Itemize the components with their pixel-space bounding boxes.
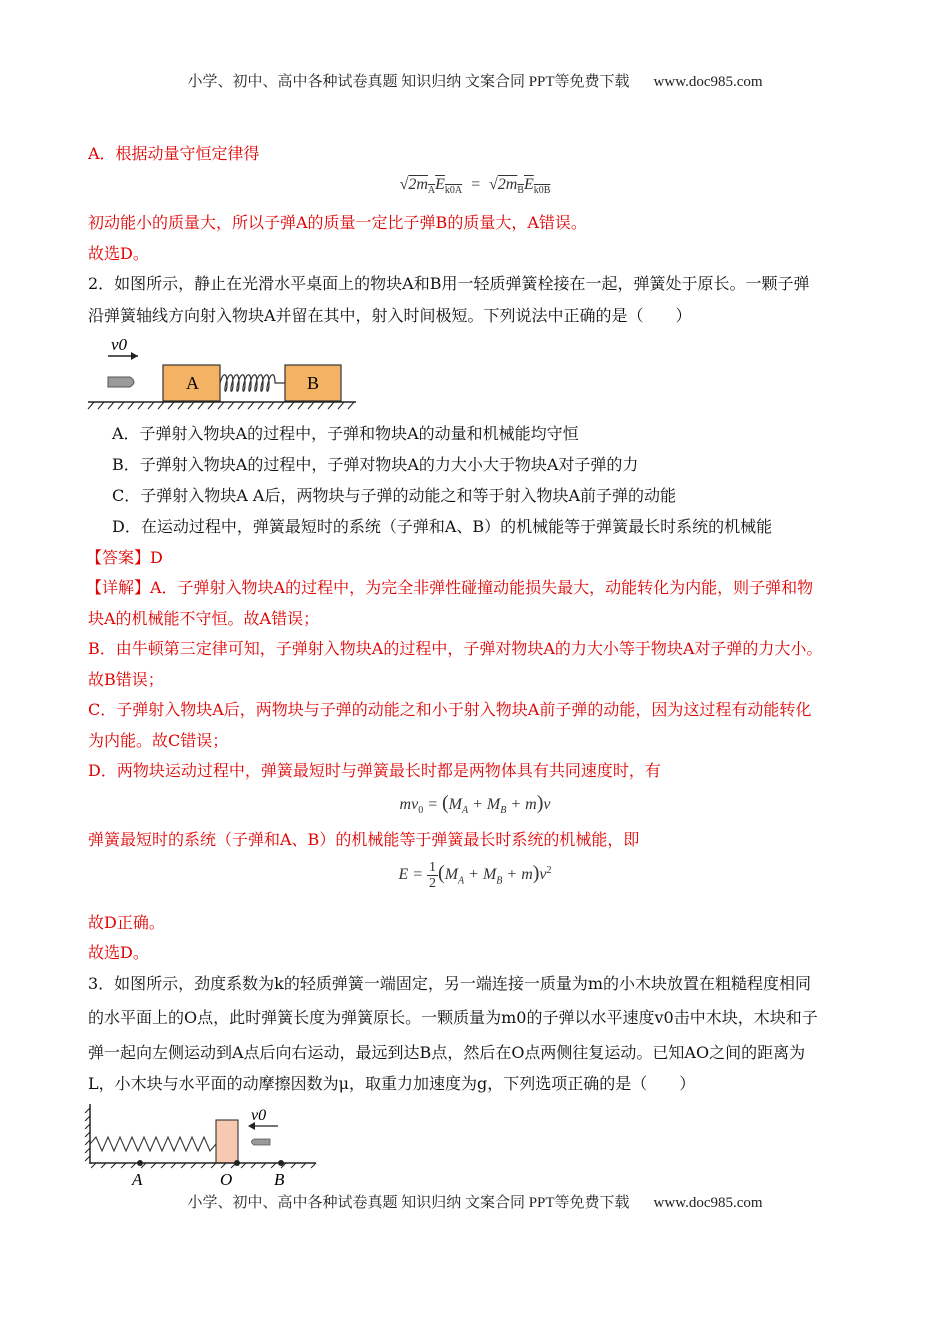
q2-option-a: A．子弹射入物块A的过程中，子弹和物块A的动量和机械能均守恒 [112,424,579,443]
q3-fig-velocity: v0 [251,1107,267,1124]
page-footer [0,1191,950,1212]
q3-point-o [234,1160,240,1166]
q1-choice: 故选D。 [88,244,149,263]
q3-figure [84,1102,324,1190]
q2-arrowhead [131,352,138,360]
q1-line-b: 初动能小的质量大，所以子弹A的质量一定比子弹B的质量大，A错误。 [88,213,587,232]
q2-explain-2: 块A的机械能不守恒。故A错误； [88,609,320,628]
q2-explain-5: C．子弹射入物块A后，两物块与子弹的动能之和小于射入物块A前子弹的动能，因为这过程有动能转化 [88,700,812,719]
q1-formula: $√2m_AE_{k0A} = √2m_BE_{k0B}$ [399,176,551,197]
q3-point-a [137,1160,143,1166]
q1-formula-rhs: $√2m_BE_{k0B}$ [488,176,551,197]
q2-explain-4: 故B错误； [88,670,164,689]
q2-formula-1: $mv_0 = (M_A + M_B + m)v$ [399,792,551,817]
page-header [0,70,950,91]
q2-formula-2: E = $\frac{1}{2}$ $(M_A + M_B + m)v^2$ [398,860,552,891]
q2-explain-1: 【详解】A．子弹射入物块A的过程中，为完全非弹性碰撞动能损失最大，动能转化为内能，则子弹和物 [86,578,814,597]
q3-label-o: O [220,1170,233,1189]
q2-option-d: D．在运动过程中，弹簧最短时的系统（子弹和A、B）的机械能等于弹簧最长时系统的机械能 [112,517,773,536]
q2-explain-3: B．由牛顿第三定律可知，子弹射入物块A的过程中，子弹对物块A的力大小等于物块A对子弹的力大小。 [88,639,823,658]
q2-explain-6: 为内能。故C错误； [88,731,229,750]
q2-explain-7: D．两物块运动过程中，弹簧最短时与弹簧最长时都是两物体具有共同速度时，有 [88,761,661,780]
q1-line-a: A．根据动量守恒定律得 [88,144,260,163]
footer-site[interactable]: www.doc985.com [653,1195,763,1211]
q2-block-b-label: B [307,373,320,393]
bullet-icon [252,1139,271,1145]
q3-stem-2: 的水平面上的O点，此时弹簧长度为弹簧原长。一颗质量为m0的子弹以水平速度v0击中木块，木块和子 [88,1008,818,1027]
q2-figure [86,332,358,412]
q2-stem-1: 2．如图所示，静止在光滑水平桌面上的物块A和B用一轻质弹簧栓接在一起，弹簧处于原长。一颗子弹 [88,274,810,293]
q2-stem-2: 沿弹簧轴线方向射入物块A并留在其中，射入时间极短。下列说法中正确的是（ ） [88,306,692,325]
q3-stem-3: 弹一起向左侧运动到A点后向右运动，最远到达B点，然后在O点两侧往复运动。已知AO之间的距离为 [88,1043,806,1062]
q2-choice: 故选D。 [88,943,149,962]
footer-title: 小学、初中、高中各种试卷真题 知识归纳 文案合同 PPT等免费下载 [187,1195,630,1211]
header-site[interactable]: www.doc985.com [653,74,763,90]
q3-label-b: B [274,1170,285,1189]
q2-option-c: C．子弹射入物块A A后，两物块与子弹的动能之和等于射入物块A前子弹的动能 [112,486,676,505]
q3-stem-1: 3．如图所示，劲度系数为k的轻质弹簧一端固定，另一端连接一质量为m的小木块放置在粗糙程度相同 [88,974,812,993]
q3-point-b [278,1160,284,1166]
q3-stem-4: L，小木块与水平面的动摩擦因数为μ，取重力加速度为g，下列选项正确的是（ ） [88,1074,696,1093]
q2-answer: 【答案】D [86,548,163,567]
q2-ground-hatch [88,402,354,409]
q1-formula-lhs: $√2m_AE_{k0A}$ [399,176,463,197]
q2-spring [220,375,285,392]
q2-explain-8: 弹簧最短时的系统（子弹和A、B）的机械能等于弹簧最长时系统的机械能，即 [88,830,640,849]
q2-block-a-label: A [186,373,199,393]
bullet-icon [108,377,134,387]
header-title: 小学、初中、高中各种试卷真题 知识归纳 文案合同 PPT等免费下载 [187,74,630,90]
q2-explain-9: 故D正确。 [88,913,165,932]
q3-spring [90,1137,216,1151]
q3-label-a: A [132,1170,143,1189]
q2-option-b: B．子弹射入物块A的过程中，子弹对物块A的力大小大于物块A对子弹的力 [112,455,639,474]
q2-fig-velocity: v0 [111,335,128,354]
q3-block [216,1120,238,1163]
